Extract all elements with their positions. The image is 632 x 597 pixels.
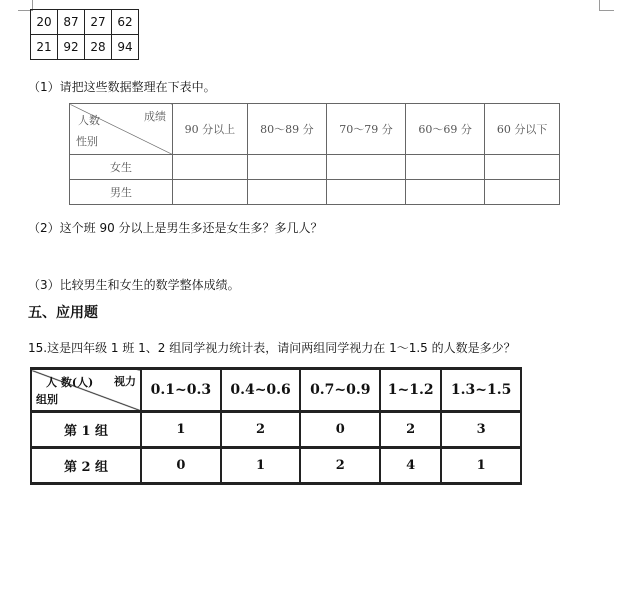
table-cell: 92 <box>58 35 85 60</box>
table-cell: 1 <box>441 448 521 484</box>
column-header: 0.1~0.3 <box>141 369 221 412</box>
table-cell: 0 <box>300 412 380 448</box>
column-header: 0.7~0.9 <box>300 369 380 412</box>
table-cell: 2 <box>380 412 441 448</box>
empty-cell <box>173 180 248 205</box>
column-header: 90 分以上 <box>173 104 248 155</box>
question-3: （3）比较男生和女生的数学整体成绩。 <box>28 278 240 292</box>
table-cell: 2 <box>221 412 301 448</box>
diagonal-header-cell <box>31 369 141 412</box>
table-row <box>31 448 521 484</box>
empty-cell <box>485 155 560 180</box>
table-cell: 94 <box>112 35 139 60</box>
table-cell: 1 <box>221 448 301 484</box>
corner-label: 组别 <box>36 393 58 406</box>
column-header: 1~1.2 <box>380 369 441 412</box>
table-cell: 2 <box>300 448 380 484</box>
section-title: 五、应用题 <box>28 305 98 321</box>
page-corner-mark-right <box>599 0 614 11</box>
corner-label: 成绩 <box>144 110 166 123</box>
row-header: 男生 <box>70 180 173 205</box>
empty-cell <box>173 155 248 180</box>
column-header: 70～79 分 <box>326 104 405 155</box>
table-header-row <box>31 369 521 412</box>
question-2: （2）这个班 90 分以上是男生多还是女生多？多几人？ <box>28 221 323 235</box>
table-cell: 0 <box>141 448 221 484</box>
diagonal-header-cell <box>70 104 173 155</box>
table-cell: 27 <box>85 10 112 35</box>
table-cell: 21 <box>31 35 58 60</box>
table-row <box>70 180 560 205</box>
problem-15: 15.这是四年级 1 班 1、2 组同学视力统计表，请问两组同学视力在 1～1.5 的人数是多少？ <box>28 341 516 355</box>
empty-cell <box>247 180 326 205</box>
column-header: 60 分以下 <box>485 104 560 155</box>
row-header: 女生 <box>70 155 173 180</box>
table-row <box>31 35 139 60</box>
data-grid <box>30 9 139 60</box>
table-cell: 20 <box>31 10 58 35</box>
empty-cell <box>326 155 405 180</box>
table-header-row <box>70 104 560 155</box>
table-row <box>31 412 521 448</box>
table-row <box>70 155 560 180</box>
corner-label: 性别 <box>76 135 98 148</box>
empty-cell <box>406 155 485 180</box>
row-header: 第 2 组 <box>31 448 141 484</box>
table-cell: 3 <box>441 412 521 448</box>
corner-label: 人数 <box>78 114 100 127</box>
empty-cell <box>485 180 560 205</box>
table-cell: 62 <box>112 10 139 35</box>
question-1: （1）请把这些数据整理在下表中。 <box>28 80 216 94</box>
table-cell: 1 <box>141 412 221 448</box>
row-header: 第 1 组 <box>31 412 141 448</box>
table-cell: 4 <box>380 448 441 484</box>
table-row <box>31 10 139 35</box>
empty-cell <box>406 180 485 205</box>
table-cell: 87 <box>58 10 85 35</box>
column-header: 80～89 分 <box>247 104 326 155</box>
column-header: 1.3~1.5 <box>441 369 521 412</box>
column-header: 60～69 分 <box>406 104 485 155</box>
table-cell: 28 <box>85 35 112 60</box>
corner-label: 人 数(人) <box>46 376 94 389</box>
corner-label: 视力 <box>114 375 136 388</box>
empty-cell <box>247 155 326 180</box>
empty-cell <box>326 180 405 205</box>
column-header: 0.4~0.6 <box>221 369 301 412</box>
vision-table <box>30 367 522 485</box>
score-table <box>69 103 560 205</box>
